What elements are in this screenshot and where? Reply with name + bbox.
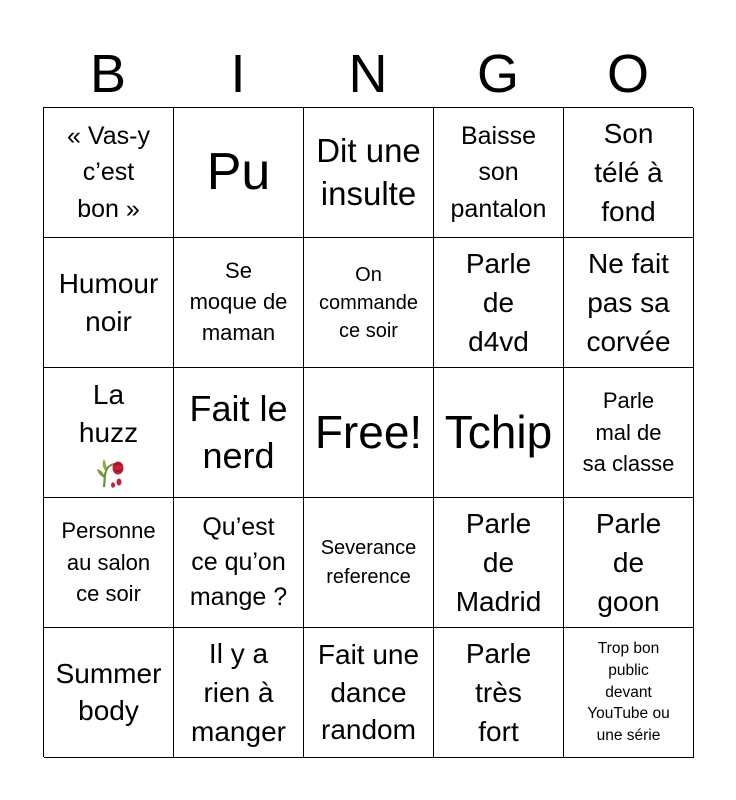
cell-text: Parle de goon	[595, 507, 662, 618]
cell-content	[79, 376, 138, 490]
cell-text: La huzz	[78, 378, 139, 448]
cell-text: Baisse son pantalon	[450, 122, 547, 223]
bingo-cell[interactable]	[564, 108, 694, 238]
header-letter-n: N	[348, 44, 388, 104]
bingo-cell[interactable]	[564, 498, 694, 628]
header-letter-b: B	[89, 44, 127, 104]
bingo-header	[43, 40, 693, 108]
bingo-cell[interactable]	[434, 108, 564, 238]
cell-text: Parle mal de sa classe	[582, 387, 675, 477]
header-letter-g: G	[476, 44, 519, 104]
cell-text: Parle très fort	[465, 637, 532, 748]
bingo-cell[interactable]	[44, 368, 174, 498]
cell-text: Son télé à fond	[594, 117, 663, 228]
bingo-cell[interactable]	[174, 628, 304, 758]
bingo-grid	[43, 107, 693, 757]
bingo-cell[interactable]	[304, 108, 434, 238]
cell-text: Humour noir	[58, 267, 159, 337]
bingo-cell[interactable]	[44, 628, 174, 758]
cell-text: Pu	[206, 143, 271, 202]
cell-text: Tchip	[444, 405, 553, 458]
cell-text: Qu’est ce qu’on mange ?	[189, 513, 288, 611]
bingo-cell[interactable]	[304, 498, 434, 628]
wilted-rose-icon	[92, 451, 126, 489]
bingo-cell[interactable]	[174, 368, 304, 498]
header-letter-o: O	[606, 44, 649, 104]
cell-text: Severance reference	[320, 536, 417, 588]
bingo-cell[interactable]	[174, 108, 304, 238]
cell-text: Summer body	[55, 658, 162, 726]
cell-text: Personne au salon ce soir	[61, 517, 156, 607]
cell-text: On commande ce soir	[319, 263, 418, 342]
cell-text: Ne fait pas sa corvée	[586, 247, 671, 358]
bingo-cell[interactable]	[434, 628, 564, 758]
cell-text: Se moque de maman	[189, 258, 288, 345]
bingo-cell[interactable]	[44, 238, 174, 368]
bingo-cell[interactable]	[564, 238, 694, 368]
bingo-cell[interactable]	[44, 498, 174, 628]
header-letter-i: I	[230, 44, 246, 104]
cell-text: Parle de Madrid	[455, 507, 542, 618]
cell-text: Trop bon public devant YouTube ou une série	[587, 640, 670, 745]
bingo-cell[interactable]	[304, 238, 434, 368]
cell-text: « Vas-y c’est bon »	[67, 122, 150, 223]
bingo-cell[interactable]	[174, 498, 304, 628]
bingo-cell[interactable]	[434, 498, 564, 628]
bingo-cell[interactable]	[434, 368, 564, 498]
cell-text: Dit une insulte	[316, 131, 421, 212]
bingo-cell[interactable]	[44, 108, 174, 238]
cell-text: Fait le nerd	[189, 387, 288, 476]
bingo-cell[interactable]	[564, 628, 694, 758]
cell-text: Fait une dance random	[317, 638, 420, 746]
bingo-cell[interactable]	[434, 238, 564, 368]
free-cell[interactable]	[304, 368, 434, 498]
cell-text: Il y a rien à manger	[191, 637, 286, 748]
free-text: Free!	[314, 405, 423, 458]
bingo-cell[interactable]	[304, 628, 434, 758]
bingo-cell[interactable]	[564, 368, 694, 498]
bingo-cell[interactable]	[174, 238, 304, 368]
cell-text: Parle de d4vd	[465, 247, 532, 358]
